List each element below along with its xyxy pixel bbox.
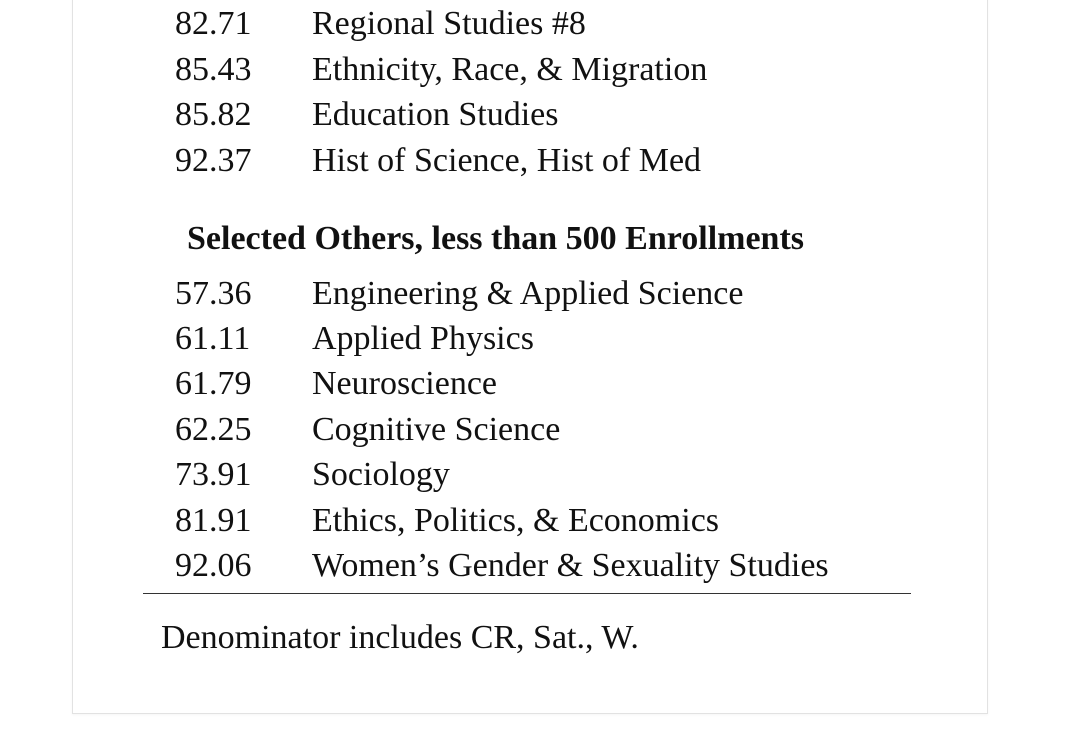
- row-value: 85.43: [175, 51, 252, 88]
- row-label: Women’s Gender & Sexuality Studies: [312, 547, 829, 584]
- table-row: [175, 361, 497, 407]
- row-value: 73.91: [175, 456, 252, 493]
- row-label: Sociology: [312, 456, 450, 493]
- row-value: 92.37: [175, 142, 252, 179]
- row-label: Cognitive Science: [312, 411, 561, 448]
- row-value: 61.79: [175, 365, 252, 402]
- section-heading: Selected Others, less than 500 Enrollments: [187, 220, 805, 257]
- table-bottom-rule: [143, 593, 911, 594]
- row-label: Hist of Science, Hist of Med: [312, 142, 702, 179]
- table-row: [175, 543, 829, 589]
- table-row: [175, 271, 744, 317]
- row-label: Ethics, Politics, & Economics: [312, 502, 720, 539]
- row-label: Engineering & Applied Science: [312, 275, 744, 312]
- row-value: 85.82: [175, 96, 252, 133]
- row-label: Ethnicity, Race, & Migration: [312, 51, 708, 88]
- row-value: 61.11: [175, 320, 251, 357]
- row-value: 62.25: [175, 411, 252, 448]
- row-label: Neuroscience: [312, 365, 498, 402]
- table-row: [175, 316, 534, 362]
- document-page: [72, 0, 988, 714]
- table-row: [175, 407, 560, 453]
- table-row: [175, 498, 719, 544]
- row-label: Applied Physics: [312, 320, 534, 357]
- row-value: 92.06: [175, 547, 252, 584]
- row-value: 81.91: [175, 502, 252, 539]
- table-row: [175, 92, 558, 138]
- table-row: [175, 138, 701, 184]
- table-row: [175, 1, 586, 47]
- row-value: 57.36: [175, 275, 252, 312]
- table-row: [175, 452, 450, 498]
- table-row: [175, 47, 707, 93]
- row-value: 82.71: [175, 5, 252, 42]
- table-footnote: Denominator includes CR, Sat., W.: [161, 619, 639, 656]
- row-label: Regional Studies #8: [312, 5, 586, 42]
- row-label: Education Studies: [312, 96, 559, 133]
